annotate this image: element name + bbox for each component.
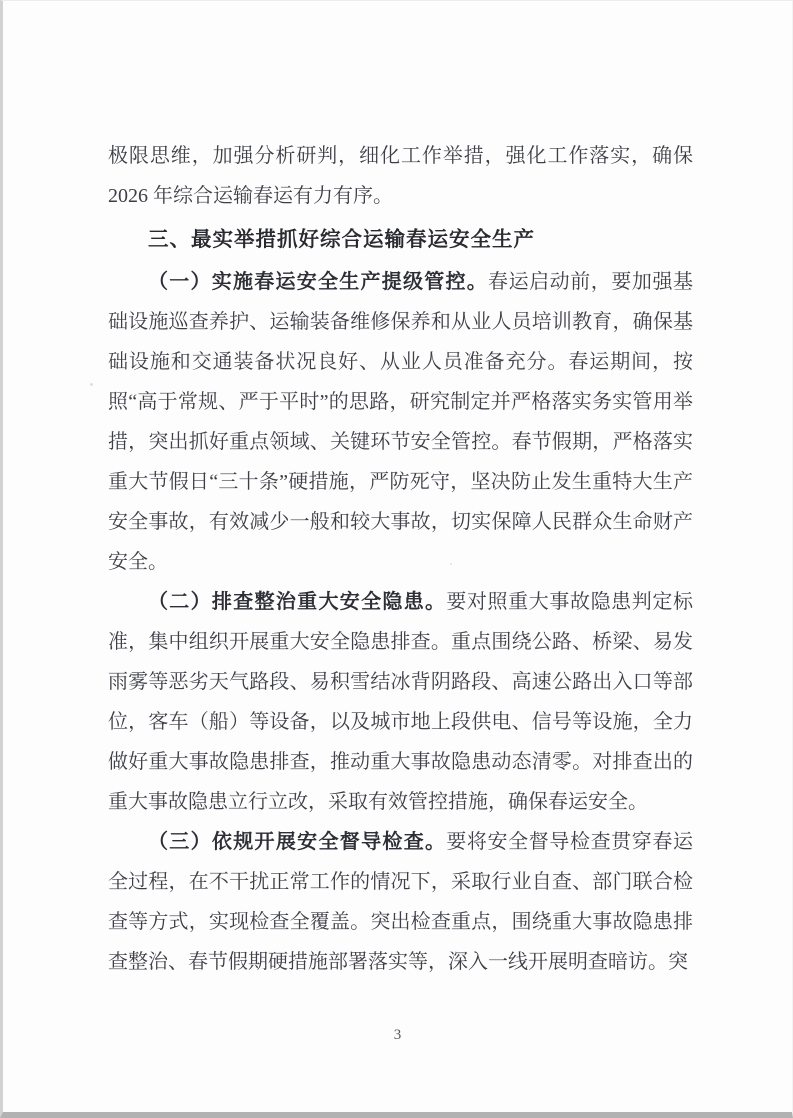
paragraph-lead: （二）排查整治重大安全隐患。	[148, 591, 447, 613]
paragraph-body: 春运启动前，要加强基础设施巡查养护、运输装备维修保养和从业人员培训教育，确保基础设施和交通装备状况良好、从业人员准备充分。春运期间，按照“高于常规、严于平时”的思路，研究制定并严格落实务实管用举措，突出抓好重点领域、关键环节安全管控。春节假期，严格落实重大节假日“三十条”硬措施，严防死守，坚决防止发生重特大生产安全事故，有效减少一般和较大事故，切实保障人民群众生命财产安全。	[108, 271, 693, 573]
paragraph-item-3	[108, 822, 693, 982]
scan-speck	[90, 383, 93, 386]
document-text-block	[108, 136, 693, 982]
paragraph-lead: （一）实施春运安全生产提级管控。	[148, 271, 489, 293]
paragraph-item-1	[108, 262, 693, 582]
paragraph-body: 要将安全督导检查贯穿春运全过程，在不干扰正常工作的情况下，采取行业自查、部门联合检查等方式，实现检查全覆盖。突出检查重点，围绕重大事故隐患排查整治、春节假期硬措施部署落实等，深入一线开展明查暗访。突	[108, 831, 693, 973]
paragraph-continuation: 极限思维，加强分析研判，细化工作举措，强化工作落实，确保 2026 年综合运输春运有力有序。	[108, 145, 693, 207]
scan-speck	[450, 563, 452, 565]
paragraph-body: 要对照重大事故隐患判定标准，集中组织开展重大安全隐患排查。重点围绕公路、桥梁、易发雨雾等恶劣天气路段、易积雪结冰背阴路段、高速公路出入口等部位，客车（船）等设备，以及城市地上段供电、信号等设施，全力做好重大事故隐患排查，推动重大事故隐患动态清零。对排查出的重大事故隐患立行立改，采取有效管控措施，确保春运安全。	[108, 591, 693, 813]
paragraph-item-2	[108, 582, 693, 822]
section-heading: 三、最实举措抓好综合运输春运安全生产	[148, 228, 535, 251]
paragraph-lead: （三）依规开展安全督导检查。	[148, 831, 447, 853]
page-number: 3	[393, 1027, 402, 1043]
